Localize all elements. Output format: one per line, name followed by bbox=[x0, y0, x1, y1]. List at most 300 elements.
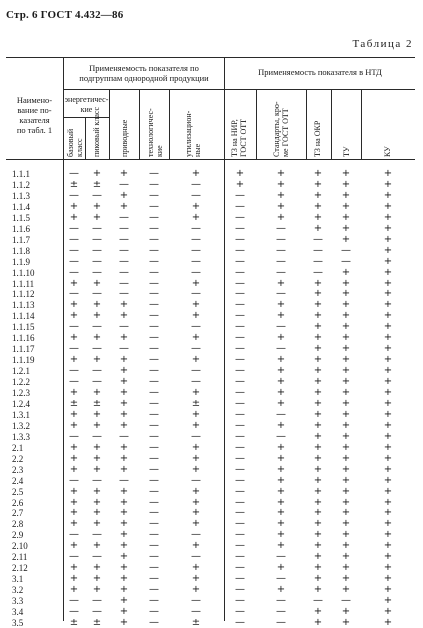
table-cell: + bbox=[69, 584, 79, 596]
table-cell: — bbox=[191, 365, 201, 377]
table-cell: + bbox=[276, 419, 286, 431]
table-cell: + bbox=[313, 584, 323, 596]
table-cell: — bbox=[235, 365, 245, 377]
table-cell: ± bbox=[92, 616, 102, 628]
table-cell: — bbox=[235, 387, 245, 398]
table-cell: + bbox=[119, 200, 129, 212]
table-cell: + bbox=[313, 365, 323, 377]
table-cell: + bbox=[92, 584, 102, 596]
table-cell: + bbox=[276, 299, 286, 311]
table-cell: + bbox=[313, 616, 323, 628]
table-cell: — bbox=[235, 321, 245, 333]
table-cell: — bbox=[191, 595, 201, 607]
table-cell: + bbox=[313, 189, 323, 201]
col-header-line: приводные bbox=[120, 119, 129, 157]
col-header-line: ТЗ на НИР, bbox=[230, 119, 239, 157]
table-cell: — bbox=[149, 430, 159, 442]
table-cell: + bbox=[383, 387, 393, 398]
table-cell: — bbox=[341, 255, 351, 267]
table-cell: + bbox=[119, 441, 129, 453]
table-cell: + bbox=[341, 310, 351, 322]
table-cell: + bbox=[119, 595, 129, 607]
table-cell: + bbox=[69, 299, 79, 311]
row-label: 1.1.1 bbox=[12, 169, 30, 179]
table-cell: + bbox=[313, 551, 323, 563]
table-cell: — bbox=[69, 606, 79, 617]
col-header-line: утилизацион- bbox=[184, 110, 193, 157]
table-cell: + bbox=[276, 496, 286, 508]
table-cell: — bbox=[119, 222, 129, 234]
table-cell: + bbox=[92, 310, 102, 322]
table-cell: — bbox=[235, 189, 245, 201]
table-cell: + bbox=[313, 211, 323, 223]
table-cell: — bbox=[235, 584, 245, 596]
table-cell: + bbox=[341, 387, 351, 398]
row-label: 1.1.6 bbox=[12, 223, 30, 234]
energy-header-line: энергетичес- bbox=[64, 95, 109, 104]
header-bottom-rule bbox=[6, 159, 415, 160]
table-cell: + bbox=[341, 299, 351, 311]
col-rule-2 bbox=[109, 89, 110, 159]
table-cell: + bbox=[341, 606, 351, 617]
table-cell: + bbox=[383, 365, 393, 377]
table-cell: — bbox=[235, 507, 245, 519]
table-cell: — bbox=[149, 419, 159, 431]
table-cell: — bbox=[149, 321, 159, 333]
table-cell: — bbox=[235, 573, 245, 585]
table-cell: — bbox=[235, 343, 245, 355]
table-cell: + bbox=[276, 376, 286, 388]
table-cell: + bbox=[92, 562, 102, 574]
table-cell: — bbox=[235, 474, 245, 486]
table-cell: — bbox=[69, 595, 79, 607]
table-cell: + bbox=[341, 551, 351, 563]
table-top-rule bbox=[6, 57, 415, 58]
row-label: 1.1.4 bbox=[12, 201, 30, 212]
row-label: 1.1.17 bbox=[12, 344, 35, 355]
table-cell: + bbox=[383, 321, 393, 333]
group2-header-line: Применяемость показателя в НТД bbox=[258, 67, 382, 77]
table-cell: + bbox=[119, 168, 129, 179]
table-cell: + bbox=[383, 562, 393, 574]
table-cell: — bbox=[235, 288, 245, 300]
table-cell: — bbox=[69, 233, 79, 245]
table-cell: — bbox=[191, 321, 201, 333]
table-cell: — bbox=[191, 189, 201, 201]
col-header-line: класс bbox=[75, 138, 84, 157]
table-cell: + bbox=[276, 584, 286, 596]
table-cell: + bbox=[383, 288, 393, 300]
table-cell: — bbox=[69, 189, 79, 201]
table-cell: — bbox=[69, 430, 79, 442]
table-cell: + bbox=[341, 496, 351, 508]
table-cell: — bbox=[149, 200, 159, 212]
table-cell: — bbox=[149, 496, 159, 508]
table-cell: — bbox=[235, 211, 245, 223]
table-cell: + bbox=[276, 474, 286, 486]
col-rule-7 bbox=[306, 89, 307, 159]
table-cell: + bbox=[383, 168, 393, 179]
table-cell: — bbox=[69, 222, 79, 234]
table-cell: + bbox=[119, 452, 129, 464]
row-label: 2.1 bbox=[12, 442, 24, 453]
table-cell: — bbox=[235, 354, 245, 366]
table-cell: + bbox=[313, 168, 323, 179]
table-cell: + bbox=[92, 387, 102, 398]
table-cell: + bbox=[313, 463, 323, 475]
table-cell: — bbox=[149, 540, 159, 552]
table-cell: — bbox=[235, 419, 245, 431]
table-cell: — bbox=[149, 551, 159, 563]
table-cell: + bbox=[383, 376, 393, 388]
table-cell: — bbox=[235, 518, 245, 530]
table-cell: + bbox=[313, 299, 323, 311]
table-cell: + bbox=[69, 562, 79, 574]
table-cell: — bbox=[191, 288, 201, 300]
row-label: 1.1.3 bbox=[12, 190, 30, 201]
table-cell: + bbox=[313, 178, 323, 190]
table-cell: — bbox=[149, 518, 159, 530]
table-cell: + bbox=[191, 310, 201, 322]
table-cell: + bbox=[313, 496, 323, 508]
table-cell: + bbox=[276, 168, 286, 179]
table-cell: — bbox=[149, 288, 159, 300]
stub-header-line: вание по- bbox=[17, 105, 52, 115]
table-cell: — bbox=[69, 168, 79, 179]
table-cell: + bbox=[119, 551, 129, 563]
table-cell: + bbox=[191, 463, 201, 475]
table-cell: + bbox=[69, 354, 79, 366]
table-cell: — bbox=[149, 310, 159, 322]
col-header-tu bbox=[342, 146, 351, 157]
table-cell: — bbox=[276, 343, 286, 355]
table-cell: — bbox=[149, 376, 159, 388]
table-cell: + bbox=[69, 441, 79, 453]
table-cell: — bbox=[149, 244, 159, 256]
table-cell: ± bbox=[191, 397, 201, 409]
table-cell: + bbox=[341, 178, 351, 190]
row-label: 2.6 bbox=[12, 497, 24, 508]
col-header-line: ГОСТ ОТТ bbox=[239, 118, 248, 157]
table-cell: — bbox=[149, 365, 159, 377]
table-cell: + bbox=[119, 419, 129, 431]
table-cell: + bbox=[313, 387, 323, 398]
table-cell: + bbox=[383, 551, 393, 563]
table-cell: ± bbox=[92, 397, 102, 409]
table-cell: — bbox=[92, 288, 102, 300]
table-cell: — bbox=[119, 233, 129, 245]
group2-header bbox=[225, 67, 415, 77]
table-cell: — bbox=[119, 321, 129, 333]
col-header-drive bbox=[120, 120, 129, 157]
row-label: 2.4 bbox=[12, 475, 24, 486]
table-cell: — bbox=[149, 452, 159, 464]
table-cell: — bbox=[92, 606, 102, 617]
table-cell: — bbox=[149, 354, 159, 366]
table-cell: — bbox=[92, 343, 102, 355]
table-cell: + bbox=[341, 200, 351, 212]
table-cell: + bbox=[191, 452, 201, 464]
table-cell: + bbox=[119, 485, 129, 497]
row-label: 1.1.19 bbox=[12, 355, 35, 366]
table-cell: + bbox=[69, 518, 79, 530]
table-cell: + bbox=[383, 474, 393, 486]
table-cell: — bbox=[69, 365, 79, 377]
table-cell: + bbox=[313, 452, 323, 464]
table-cell: + bbox=[119, 540, 129, 552]
table-cell: + bbox=[235, 168, 245, 179]
table-cell: + bbox=[191, 419, 201, 431]
table-cell: — bbox=[313, 595, 323, 607]
col-rule-9 bbox=[361, 89, 362, 159]
table-cell: — bbox=[276, 573, 286, 585]
table-cell: + bbox=[119, 606, 129, 617]
table-cell: + bbox=[191, 332, 201, 344]
table-cell: — bbox=[69, 551, 79, 563]
table-cell: — bbox=[119, 474, 129, 486]
table-cell: + bbox=[313, 441, 323, 453]
energy-header bbox=[64, 95, 109, 115]
table-cell: + bbox=[383, 485, 393, 497]
table-cell: + bbox=[341, 518, 351, 530]
table-cell: — bbox=[276, 266, 286, 278]
table-cell: + bbox=[341, 277, 351, 289]
table-cell: + bbox=[119, 573, 129, 585]
table-cell: + bbox=[119, 299, 129, 311]
col-header-line: ные bbox=[193, 143, 202, 157]
table-cell: + bbox=[313, 606, 323, 617]
table-cell: + bbox=[383, 310, 393, 322]
table-cell: — bbox=[235, 376, 245, 388]
table-cell: + bbox=[92, 200, 102, 212]
table-cell: — bbox=[341, 244, 351, 256]
table-cell: + bbox=[341, 189, 351, 201]
table-cell: — bbox=[149, 255, 159, 267]
table-cell: — bbox=[92, 255, 102, 267]
table-cell: + bbox=[92, 452, 102, 464]
table-cell: + bbox=[119, 189, 129, 201]
table-cell: + bbox=[341, 376, 351, 388]
table-cell: — bbox=[92, 365, 102, 377]
table-cell: — bbox=[235, 397, 245, 409]
table-cell: + bbox=[383, 595, 393, 607]
table-cell: + bbox=[383, 332, 393, 344]
table-cell: — bbox=[276, 408, 286, 420]
data-table bbox=[6, 57, 415, 628]
row-label: 1.3.1 bbox=[12, 409, 30, 420]
table-cell: + bbox=[276, 562, 286, 574]
energy-header-rule bbox=[63, 117, 109, 118]
table-cell: — bbox=[276, 244, 286, 256]
table-cell: — bbox=[313, 255, 323, 267]
table-cell: + bbox=[69, 310, 79, 322]
table-cell: — bbox=[119, 244, 129, 256]
table-cell: + bbox=[191, 496, 201, 508]
row-label: 2.9 bbox=[12, 530, 24, 541]
table-cell: — bbox=[276, 595, 286, 607]
row-label: 1.1.16 bbox=[12, 333, 35, 344]
table-cell: + bbox=[69, 452, 79, 464]
table-cell: + bbox=[92, 168, 102, 179]
table-cell: + bbox=[341, 354, 351, 366]
table-cell: — bbox=[276, 616, 286, 628]
col-header-peak-class bbox=[92, 107, 101, 157]
table-cell: + bbox=[383, 584, 393, 596]
table-cell: — bbox=[235, 408, 245, 420]
table-cell: + bbox=[383, 452, 393, 464]
table-cell: — bbox=[149, 562, 159, 574]
table-cell: — bbox=[191, 606, 201, 617]
table-cell: + bbox=[313, 419, 323, 431]
group-header-rule bbox=[63, 89, 415, 90]
table-cell: — bbox=[235, 430, 245, 442]
table-cell: + bbox=[341, 365, 351, 377]
table-cell: — bbox=[69, 376, 79, 388]
stub-header-line: Наимено- bbox=[16, 95, 53, 105]
table-cell: — bbox=[149, 463, 159, 475]
table-cell: + bbox=[69, 485, 79, 497]
col-header-line: КУ bbox=[383, 146, 392, 157]
row-label: 1.2.4 bbox=[12, 398, 30, 409]
col-header-line: ТУ bbox=[342, 146, 351, 157]
table-cell: + bbox=[383, 211, 393, 223]
table-cell: + bbox=[92, 299, 102, 311]
table-cell: + bbox=[119, 463, 129, 475]
table-cell: + bbox=[276, 540, 286, 552]
table-cell: + bbox=[92, 277, 102, 289]
table-cell: — bbox=[235, 255, 245, 267]
table-cell: + bbox=[276, 452, 286, 464]
col-header-utilization bbox=[184, 111, 202, 157]
table-cell: — bbox=[149, 222, 159, 234]
table-cell: — bbox=[149, 474, 159, 486]
table-cell: — bbox=[149, 178, 159, 190]
table-cell: + bbox=[313, 200, 323, 212]
table-cell: — bbox=[69, 266, 79, 278]
table-cell: + bbox=[191, 584, 201, 596]
table-cell: — bbox=[92, 266, 102, 278]
table-cell: + bbox=[313, 343, 323, 355]
table-cell: — bbox=[313, 244, 323, 256]
table-cell: + bbox=[313, 408, 323, 420]
group-divider-rule bbox=[224, 57, 225, 621]
table-cell: + bbox=[341, 474, 351, 486]
table-cell: + bbox=[341, 485, 351, 497]
table-cell: + bbox=[383, 189, 393, 201]
table-cell: + bbox=[69, 200, 79, 212]
table-cell: + bbox=[276, 518, 286, 530]
table-cell: + bbox=[383, 573, 393, 585]
table-cell: — bbox=[119, 343, 129, 355]
table-cell: + bbox=[383, 518, 393, 530]
table-cell: + bbox=[383, 178, 393, 190]
table-cell: + bbox=[341, 616, 351, 628]
table-cell: + bbox=[383, 529, 393, 541]
table-cell: + bbox=[191, 299, 201, 311]
table-cell: — bbox=[235, 299, 245, 311]
table-cell: + bbox=[191, 540, 201, 552]
table-cell: + bbox=[383, 299, 393, 311]
table-cell: — bbox=[276, 321, 286, 333]
col-header-tz-nir bbox=[230, 119, 248, 157]
table-cell: — bbox=[92, 321, 102, 333]
table-cell: + bbox=[191, 168, 201, 179]
table-cell: + bbox=[313, 397, 323, 409]
table-cell: — bbox=[235, 266, 245, 278]
energy-header-line: кие bbox=[80, 105, 93, 114]
table-cell: — bbox=[191, 430, 201, 442]
table-cell: + bbox=[119, 310, 129, 322]
table-cell: + bbox=[313, 562, 323, 574]
col-header-ku bbox=[383, 146, 392, 157]
table-cell: — bbox=[149, 408, 159, 420]
col-header-line: Стандарты, кро- bbox=[272, 101, 281, 157]
table-cell: + bbox=[383, 200, 393, 212]
table-cell: + bbox=[191, 562, 201, 574]
table-cell: — bbox=[69, 255, 79, 267]
col-rule-6 bbox=[256, 89, 257, 159]
table-cell: — bbox=[119, 178, 129, 190]
table-cell: — bbox=[235, 441, 245, 453]
row-label: 1.1.2 bbox=[12, 179, 30, 190]
row-label: 1.1.12 bbox=[12, 289, 35, 300]
table-cell: — bbox=[149, 299, 159, 311]
table-cell: — bbox=[119, 430, 129, 442]
table-cell: — bbox=[92, 222, 102, 234]
row-label: 1.3.3 bbox=[12, 431, 30, 442]
table-cell: + bbox=[383, 266, 393, 278]
row-label: 2.12 bbox=[12, 563, 28, 574]
table-cell: + bbox=[191, 573, 201, 585]
table-cell: — bbox=[235, 452, 245, 464]
table-cell: — bbox=[191, 266, 201, 278]
table-cell: + bbox=[341, 168, 351, 179]
col-rule-8 bbox=[331, 89, 332, 159]
col-header-line: ме ГОСТ ОТТ bbox=[281, 108, 290, 157]
table-cell: + bbox=[383, 540, 393, 552]
row-label: 1.1.15 bbox=[12, 322, 35, 333]
table-cell: + bbox=[276, 397, 286, 409]
table-cell: ± bbox=[69, 178, 79, 190]
col-header-tz-okr bbox=[313, 121, 322, 157]
table-cell: + bbox=[276, 189, 286, 201]
table-cell: + bbox=[341, 452, 351, 464]
table-cell: + bbox=[383, 430, 393, 442]
table-cell: + bbox=[92, 573, 102, 585]
row-label: 3.3 bbox=[12, 596, 24, 607]
table-cell: — bbox=[313, 233, 323, 245]
table-cell: — bbox=[92, 474, 102, 486]
table-cell: — bbox=[235, 529, 245, 541]
group1-header-line: Применяемость показателя по bbox=[89, 63, 199, 73]
row-label: 2.7 bbox=[12, 508, 24, 519]
table-cell: + bbox=[276, 365, 286, 377]
table-cell: + bbox=[119, 518, 129, 530]
table-cell: + bbox=[276, 277, 286, 289]
row-label: 1.1.14 bbox=[12, 311, 35, 322]
table-cell: — bbox=[149, 485, 159, 497]
table-cell: + bbox=[313, 277, 323, 289]
row-label: 3.2 bbox=[12, 585, 24, 596]
table-cell: — bbox=[92, 233, 102, 245]
table-cell: — bbox=[191, 178, 201, 190]
table-cell: ± bbox=[191, 616, 201, 628]
row-label: 1.3.2 bbox=[12, 420, 30, 431]
table-cell: — bbox=[69, 244, 79, 256]
table-cell: — bbox=[235, 595, 245, 607]
stub-header-line: по табл. 1 bbox=[16, 125, 53, 135]
table-cell: + bbox=[313, 529, 323, 541]
